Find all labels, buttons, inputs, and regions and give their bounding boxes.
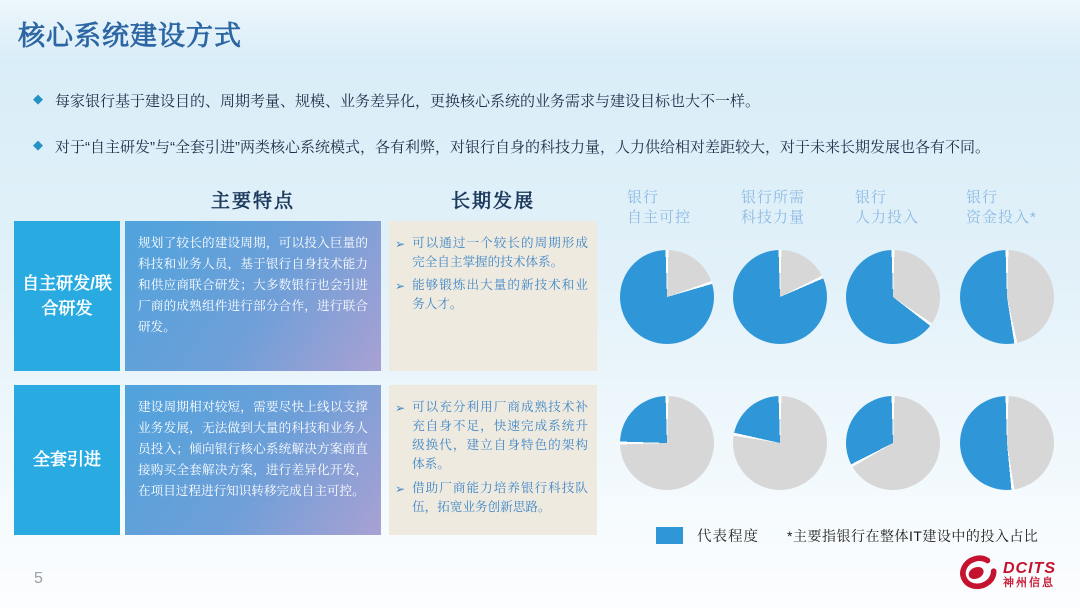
logo-brand-text: DCITS bbox=[1003, 560, 1056, 578]
pie-header-line: 银行 bbox=[855, 189, 888, 206]
bullet-point bbox=[33, 136, 1043, 157]
arrow-bullet-icon: ➢ bbox=[395, 237, 406, 251]
column-header-longterm: 长期发展 bbox=[450, 191, 535, 212]
pie-header-line: 人力投入 bbox=[855, 209, 920, 227]
pie-header-line: 银行 bbox=[627, 189, 660, 206]
pie-header-line: 资金投入* bbox=[966, 209, 1037, 227]
bullet-point bbox=[33, 90, 1043, 111]
list-item bbox=[395, 276, 588, 314]
list-item-text: 借助厂商能力培养银行科技队伍，拓宽业务创新思路。 bbox=[412, 480, 588, 514]
pie-column-header bbox=[855, 188, 967, 229]
row-label-self-development: 自主研发/联合研发 bbox=[14, 221, 120, 371]
legend-footnote: *主要指银行在整体IT建设中的投入占比 bbox=[787, 527, 1039, 544]
list-item bbox=[395, 398, 588, 475]
pie-chart-funding-row2 bbox=[960, 396, 1054, 490]
pie-header-line: 银行 bbox=[966, 189, 999, 206]
dcits-logo-icon bbox=[956, 554, 998, 597]
arrow-bullet-icon: ➢ bbox=[395, 481, 406, 496]
pie-header-line: 银行所需 bbox=[741, 189, 806, 206]
list-item-text: 能够锻炼出大量的新技术和业务人才。 bbox=[412, 278, 588, 312]
pie-column-header bbox=[966, 188, 1078, 229]
features-cell: 规划了较长的建设周期，可以投入巨量的科技和业务人员，基于银行自身技术能力和供应商联合研发；大多数银行也会引进厂商的成熟组件进行部分合作，进行联合研发。 bbox=[125, 221, 381, 371]
pie-chart-manpower-row1 bbox=[846, 250, 940, 344]
logo-subtext: 神州信息 bbox=[1003, 577, 1055, 590]
longterm-cell bbox=[389, 385, 597, 535]
pie-header-line: 自主可控 bbox=[627, 209, 692, 227]
dcits-logo bbox=[956, 554, 1056, 597]
list-item bbox=[395, 479, 588, 517]
pie-column-header bbox=[627, 188, 739, 229]
legend-swatch bbox=[656, 527, 683, 544]
pie-chart-funding-row1 bbox=[960, 250, 1054, 344]
pie-column-header bbox=[741, 188, 853, 229]
pie-chart-manpower-row2 bbox=[846, 396, 940, 490]
page-title: 核心系统建设方式 bbox=[18, 21, 242, 51]
pie-chart-autonomy-row2 bbox=[620, 396, 714, 490]
arrow-bullet-icon: ➢ bbox=[395, 401, 406, 415]
list-item-text: 可以通过一个较长的周期形成完全自主掌握的技术体系。 bbox=[412, 236, 588, 270]
pie-chart-tech-row1 bbox=[733, 250, 827, 344]
column-header-features: 主要特点 bbox=[210, 191, 295, 212]
diamond-bullet-icon: ◆ bbox=[33, 91, 43, 106]
list-item-text: 可以充分利用厂商成熟技术补充自身不足，快速完成系统升级换代，建立自身特色的架构体系。 bbox=[412, 400, 588, 472]
longterm-cell bbox=[389, 221, 597, 371]
pie-chart-tech-row2 bbox=[733, 396, 827, 490]
diamond-bullet-icon: ◆ bbox=[33, 137, 43, 152]
legend bbox=[656, 525, 1038, 546]
pie-chart-autonomy-row1 bbox=[620, 250, 714, 344]
bullet-text: 对于“自主研发”与“全套引进”两类核心系统模式，各有利弊，对银行自身的科技力量，人力供给相对差距较大，对于未来长期发展也各有不同。 bbox=[55, 139, 990, 156]
bullet-text: 每家银行基于建设目的、周期考量、规模、业务差异化，更换核心系统的业务需求与建设目标也大不一样。 bbox=[55, 93, 761, 110]
row-label-full-import: 全套引进 bbox=[14, 385, 120, 535]
page-number: 5 bbox=[34, 570, 43, 587]
features-cell: 建设周期相对较短，需要尽快上线以支撑业务发展，无法做到大量的科技和业务人员投入；倾向银行核心系统解决方案商直接购买全套解决方案，进行差异化开发，在项目过程进行知识转移完成自主可控。 bbox=[125, 385, 381, 535]
legend-label: 代表程度 bbox=[697, 529, 759, 545]
arrow-bullet-icon: ➢ bbox=[395, 279, 406, 294]
list-item bbox=[395, 234, 588, 272]
pie-header-line: 科技力量 bbox=[741, 209, 806, 227]
